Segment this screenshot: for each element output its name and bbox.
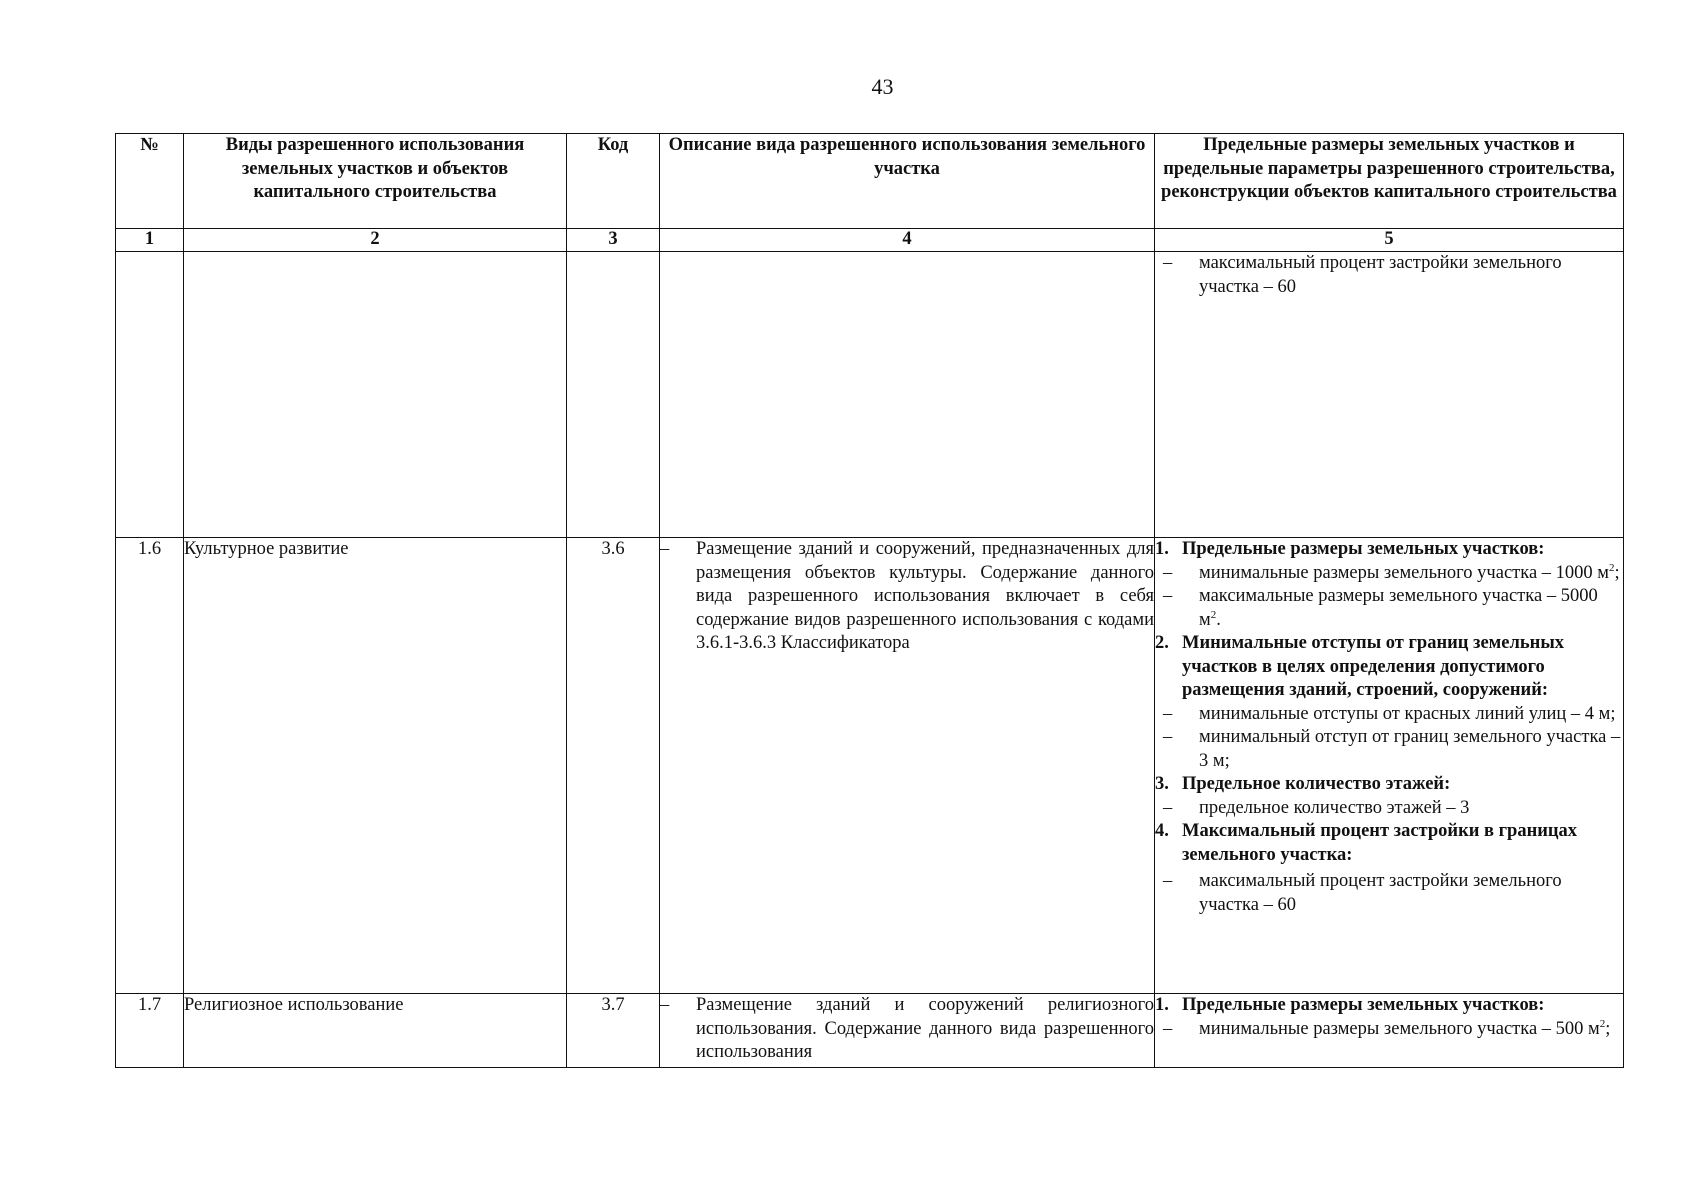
description-text: Размещение зданий и сооружений религиозного использования. Содержание данного вида разрешенного использования bbox=[696, 995, 1154, 1062]
dash-bullet: – bbox=[660, 539, 670, 559]
description-item bbox=[660, 994, 1154, 1065]
dash-bullet: – bbox=[1163, 1018, 1173, 1039]
param-item bbox=[1155, 726, 1623, 773]
cell-number bbox=[116, 252, 184, 538]
superscript: 2 bbox=[1210, 608, 1217, 621]
param-heading bbox=[1155, 632, 1623, 703]
dash-bullet: – bbox=[1163, 797, 1173, 818]
param-heading bbox=[1155, 820, 1623, 867]
cell-code: 3.7 bbox=[567, 994, 660, 1068]
superscript: 2 bbox=[1609, 561, 1615, 574]
cell-parameters bbox=[1155, 994, 1624, 1068]
column-index: 4 bbox=[660, 229, 1155, 252]
param-heading-text: Максимальный процент застройки в границах земельного участка: bbox=[1182, 821, 1578, 865]
superscript: 2 bbox=[1599, 1017, 1606, 1030]
param-heading-number: 2. bbox=[1155, 633, 1169, 653]
param-heading-number: 1. bbox=[1155, 539, 1169, 559]
cell-description bbox=[660, 994, 1155, 1068]
column-index: 2 bbox=[184, 229, 567, 252]
header-description: Описание вида разрешенного использования земельного участка bbox=[660, 134, 1155, 229]
param-heading-number: 1. bbox=[1155, 995, 1169, 1015]
param-heading bbox=[1155, 994, 1623, 1018]
param-text bbox=[1199, 562, 1623, 586]
header-number: № bbox=[116, 134, 184, 229]
dash-bullet: – bbox=[1163, 253, 1173, 273]
param-heading-text: Предельное количество этажей: bbox=[1182, 774, 1451, 794]
param-text: минимальные отступы от красных линий улиц – 4 м; bbox=[1199, 703, 1616, 724]
param-item bbox=[1155, 797, 1623, 821]
cell-use-type bbox=[184, 252, 567, 538]
cell-number: 1.7 bbox=[116, 994, 184, 1068]
param-item bbox=[1155, 703, 1623, 727]
column-index: 3 bbox=[567, 229, 660, 252]
header-code: Код bbox=[567, 134, 660, 229]
param-text-tail: . bbox=[1216, 609, 1221, 630]
page-number: 43 bbox=[871, 74, 894, 99]
regulations-table bbox=[115, 133, 1624, 1068]
param-text-tail: ; bbox=[1614, 562, 1620, 583]
param-item bbox=[1155, 1018, 1623, 1042]
param-item bbox=[1155, 585, 1623, 632]
dash-bullet: – bbox=[1163, 871, 1173, 891]
param-heading-number: 4. bbox=[1155, 821, 1169, 841]
column-index-row bbox=[116, 229, 1624, 252]
cell-description bbox=[660, 252, 1155, 538]
dash-bullet: – bbox=[1163, 703, 1173, 724]
dash-bullet: – bbox=[1163, 727, 1173, 747]
table-row-1-6 bbox=[116, 538, 1624, 994]
table-header-row bbox=[116, 134, 1624, 229]
param-heading bbox=[1155, 773, 1623, 797]
header-use-types: Виды разрешенного использования земельных участков и объектов капитального строительства bbox=[184, 134, 567, 229]
param-item bbox=[1155, 252, 1623, 299]
header-parameters: Предельные размеры земельных участков и предельные параметры разрешенного строительства, реконструкции объектов капитального строительства bbox=[1155, 134, 1624, 229]
cell-code: 3.6 bbox=[567, 538, 660, 994]
description-item bbox=[660, 538, 1154, 656]
description-text: Размещение зданий и сооружений, предназначенных для размещения объектов культуры. Содержание данного вида разрешенного использования включает в себя содержание видов разрешенного использования с кодами 3.6.1-3.6.3 Классификатора bbox=[696, 539, 1154, 653]
cell-parameters bbox=[1155, 538, 1624, 994]
param-heading bbox=[1155, 538, 1623, 562]
dash-bullet: – bbox=[1163, 586, 1173, 606]
dash-bullet: – bbox=[1163, 562, 1173, 583]
param-item bbox=[1155, 870, 1623, 917]
param-text: максимальный процент застройки земельного участка – 60 bbox=[1199, 871, 1562, 915]
param-text-tail: ; bbox=[1605, 1018, 1611, 1039]
column-index: 1 bbox=[116, 229, 184, 252]
dash-bullet: – bbox=[660, 995, 670, 1015]
param-text: максимальный процент застройки земельного участка – 60 bbox=[1199, 253, 1562, 297]
param-text: минимальный отступ от границ земельного участка – 3 м; bbox=[1199, 727, 1621, 771]
table-row-continuation bbox=[116, 252, 1624, 538]
column-index: 5 bbox=[1155, 229, 1624, 252]
param-heading-number: 3. bbox=[1155, 774, 1169, 794]
cell-use-type: Культурное развитие bbox=[184, 538, 567, 994]
param-text-main: максимальные размеры земельного участка – 5000 м bbox=[1199, 586, 1598, 630]
table-row-1-7 bbox=[116, 994, 1624, 1068]
param-text bbox=[1199, 585, 1623, 632]
cell-number: 1.6 bbox=[116, 538, 184, 994]
param-item bbox=[1155, 562, 1623, 586]
param-text bbox=[1199, 1018, 1623, 1042]
cell-parameters bbox=[1155, 252, 1624, 538]
param-heading-text: Предельные размеры земельных участков: bbox=[1182, 539, 1545, 559]
param-heading-text: Предельные размеры земельных участков: bbox=[1182, 995, 1545, 1015]
param-text-main: минимальные размеры земельного участка – 500 м bbox=[1199, 1018, 1600, 1039]
param-heading-text: Минимальные отступы от границ земельных участков в целях определения допустимого размещения зданий, строений, сооружений: bbox=[1182, 633, 1565, 700]
param-text: предельное количество этажей – 3 bbox=[1199, 797, 1470, 818]
cell-use-type: Религиозное использование bbox=[184, 994, 567, 1068]
cell-code bbox=[567, 252, 660, 538]
param-text-main: минимальные размеры земельного участка – 1000 м bbox=[1199, 562, 1609, 583]
cell-description bbox=[660, 538, 1155, 994]
